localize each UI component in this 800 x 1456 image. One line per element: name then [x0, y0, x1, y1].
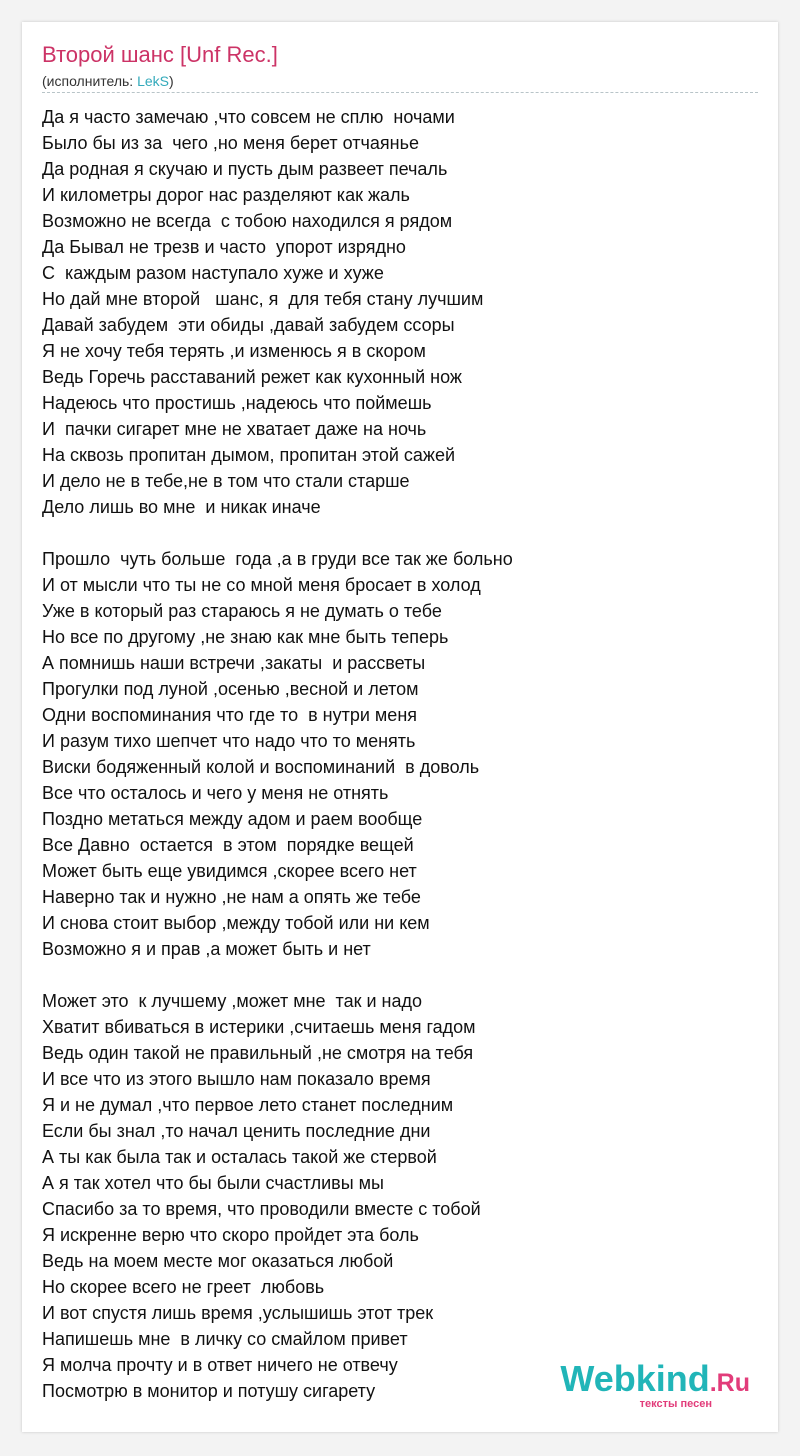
- lyrics-card: [22, 22, 778, 1432]
- lyric-line: Напишешь мне в личку со смайлом привет: [42, 1329, 408, 1349]
- lyric-line: Да родная я скучаю и пусть дым развеет печаль: [42, 159, 448, 179]
- song-title: Второй шанс [Unf Rec.]: [42, 42, 278, 67]
- lyric-line: Я искренне верю что скоро пройдет эта боль: [42, 1225, 419, 1245]
- stanza-gap: [42, 962, 762, 988]
- artist-link[interactable]: LekS: [137, 73, 170, 89]
- lyric-line: А ты как была так и осталась такой же стервой: [42, 1147, 437, 1167]
- lyric-line: Ведь один такой не правильный ,не смотря на тебя: [42, 1043, 474, 1063]
- lyric-line: Но все по другому ,не знаю как мне быть теперь: [42, 627, 449, 647]
- site-logo[interactable]: [560, 1358, 750, 1410]
- lyric-line: И снова стоит выбор ,между тобой или ни кем: [42, 913, 430, 933]
- lyrics-text: [42, 104, 762, 1404]
- lyric-line: Прошло чуть больше года ,а в груди все так же больно: [42, 549, 513, 569]
- lyric-line: Но скорее всего не греет любовь: [42, 1277, 325, 1297]
- lyric-line: Прогулки под луной ,осенью ,весной и летом: [42, 679, 419, 699]
- lyric-line: Возможно не всегда с тобою находился я рядом: [42, 211, 453, 231]
- lyric-line: Но дай мне второй шанс, я для тебя стану лучшим: [42, 289, 484, 309]
- lyric-line: Да Бывал не трезв и часто упорот изрядно: [42, 237, 406, 257]
- lyric-line: И вот спустя лишь время ,услышишь этот трек: [42, 1303, 434, 1323]
- lyric-line: И пачки сигарет мне не хватает даже на ночь: [42, 419, 427, 439]
- lyric-line: Одни воспоминания что где то в нутри меня: [42, 705, 418, 725]
- artist-prefix: (исполнитель:: [42, 73, 138, 89]
- lyric-line: Посмотрю в монитор и потушу сигарету: [42, 1381, 376, 1401]
- lyric-line: Хватит вбиваться в истерики ,считаешь меня гадом: [42, 1017, 476, 1037]
- logo-tagline: тексты песен: [639, 1398, 712, 1410]
- lyric-line: Надеюсь что простишь ,надеюсь что поймешь: [42, 393, 432, 413]
- lyric-line: Уже в который раз стараюсь я не думать о тебе: [42, 601, 442, 621]
- lyric-line: Я не хочу тебя терять ,и изменюсь я в скором: [42, 341, 426, 361]
- lyric-line: А я так хотел что бы были счастливы мы: [42, 1173, 384, 1193]
- lyric-line: Поздно метаться между адом и раем вообще: [42, 809, 423, 829]
- lyric-line: Все что осталось и чего у меня не отнять: [42, 783, 389, 803]
- lyric-line: Все Давно остается в этом порядке вещей: [42, 835, 414, 855]
- lyric-line: И километры дорог нас разделяют как жаль: [42, 185, 410, 205]
- lyric-line: Может это к лучшему ,может мне так и надо: [42, 991, 422, 1011]
- lyric-line: И дело не в тебе,не в том что стали старше: [42, 471, 410, 491]
- logo-tld: .Ru: [709, 1369, 750, 1397]
- lyric-line: Было бы из за чего ,но меня берет отчаянье: [42, 133, 419, 153]
- lyric-line: Ведь Горечь расставаний режет как кухонный нож: [42, 367, 462, 387]
- stanza-gap: [42, 520, 762, 546]
- artist-line: [42, 73, 174, 89]
- title-divider: [42, 92, 758, 93]
- lyric-line: Если бы знал ,то начал ценить последние дни: [42, 1121, 431, 1141]
- lyric-line: А помнишь наши встречи ,закаты и рассветы: [42, 653, 426, 673]
- lyric-line: Дело лишь во мне и никак иначе: [42, 497, 321, 517]
- artist-suffix: ): [169, 73, 174, 89]
- lyric-line: Давай забудем эти обиды ,давай забудем ссоры: [42, 315, 455, 335]
- lyric-line: Наверно так и нужно ,не нам а опять же тебе: [42, 887, 421, 907]
- lyric-line: И разум тихо шепчет что надо что то менять: [42, 731, 416, 751]
- lyric-line: На сквозь пропитан дымом, пропитан этой сажей: [42, 445, 456, 465]
- lyric-line: Ведь на моем месте мог оказаться любой: [42, 1251, 394, 1271]
- logo-main-text: Webkind: [560, 1358, 710, 1399]
- lyric-line: Возможно я и прав ,а может быть и нет: [42, 939, 371, 959]
- lyric-line: Да я часто замечаю ,что совсем не сплю ночами: [42, 107, 455, 127]
- lyric-line: Я и не думал ,что первое лето станет последним: [42, 1095, 454, 1115]
- lyric-line: И все что из этого вышло нам показало время: [42, 1069, 431, 1089]
- lyric-line: Спасибо за то время, что проводили вместе с тобой: [42, 1199, 481, 1219]
- lyric-line: С каждым разом наступало хуже и хуже: [42, 263, 384, 283]
- lyric-line: Я молча прочту и в ответ ничего не отвечу: [42, 1355, 398, 1375]
- lyric-line: Виски бодяженный колой и воспоминаний в доволь: [42, 757, 480, 777]
- lyric-line: И от мысли что ты не со мной меня бросает в холод: [42, 575, 481, 595]
- lyric-line: Может быть еще увидимся ,скорее всего нет: [42, 861, 417, 881]
